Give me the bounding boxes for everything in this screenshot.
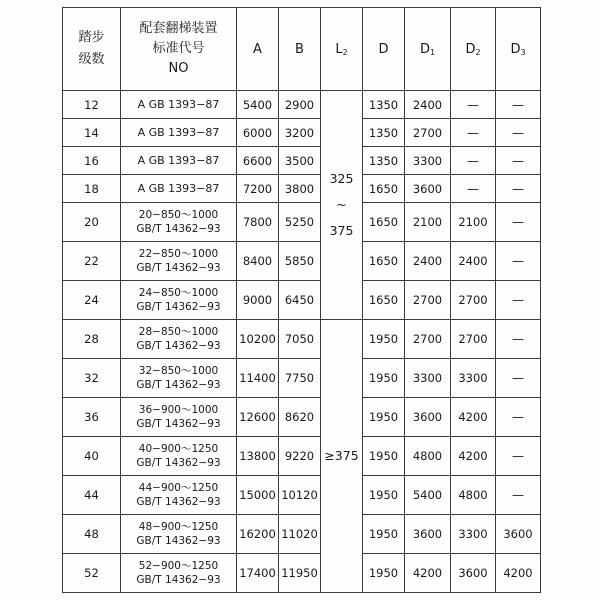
cell-d2: — [451, 175, 496, 203]
cell-steps: 12 [63, 91, 121, 119]
cell-a: 6000 [237, 119, 279, 147]
cell-d3: — [496, 398, 541, 437]
table-row [63, 147, 541, 175]
cell-d: 1650 [363, 175, 405, 203]
cell-l2-group [321, 320, 363, 593]
standard-line: 44−900～1250 [138, 482, 219, 494]
table-row [63, 554, 541, 593]
cell-d1: 2700 [405, 320, 451, 359]
standard-line: GB/T 14362−93 [136, 457, 221, 469]
cell-b: 7050 [279, 320, 321, 359]
cell-standard [121, 359, 237, 398]
cell-d1: 3600 [405, 515, 451, 554]
standard-line: 20−850～1000 [138, 209, 219, 221]
cell-d2: 2100 [451, 203, 496, 242]
cell-d2: 3600 [451, 554, 496, 593]
standard-line: GB/T 14362−93 [136, 496, 221, 508]
cell-d3: — [496, 147, 541, 175]
cell-b: 10120 [279, 476, 321, 515]
cell-b: 2900 [279, 91, 321, 119]
cell-b: 5250 [279, 203, 321, 242]
header-d1-base: D [419, 41, 430, 57]
cell-a: 11400 [237, 359, 279, 398]
cell-a: 8400 [237, 242, 279, 281]
cell-b: 3800 [279, 175, 321, 203]
standard-line: 28−850～1000 [138, 326, 219, 338]
cell-d: 1950 [363, 359, 405, 398]
cell-d1: 2400 [405, 91, 451, 119]
cell-a: 16200 [237, 515, 279, 554]
cell-d2: 4200 [451, 398, 496, 437]
cell-b: 5850 [279, 242, 321, 281]
cell-a: 13800 [237, 437, 279, 476]
standard-line: 32−850～1000 [138, 365, 219, 377]
cell-steps: 18 [63, 175, 121, 203]
cell-steps: 22 [63, 242, 121, 281]
cell-b: 11020 [279, 515, 321, 554]
standard-line: GB/T 14362−93 [136, 535, 221, 547]
cell-d3: 4200 [496, 554, 541, 593]
table-row [63, 281, 541, 320]
standard-line: GB/T 14362−93 [136, 223, 221, 235]
l2-line: 325 [329, 171, 354, 186]
header-l2 [321, 8, 363, 91]
standard-line: GB/T 14362−93 [136, 418, 221, 430]
cell-d: 1650 [363, 242, 405, 281]
header-b: B [279, 8, 321, 91]
cell-steps: 52 [63, 554, 121, 593]
header-d: D [363, 8, 405, 91]
cell-standard [121, 242, 237, 281]
cell-b: 7750 [279, 359, 321, 398]
cell-d1: 2700 [405, 119, 451, 147]
table-row [63, 359, 541, 398]
table-row [63, 398, 541, 437]
header-a: A [237, 8, 279, 91]
cell-d1: 3600 [405, 398, 451, 437]
header-row [63, 8, 541, 91]
standard-line: 40−900～1250 [138, 443, 219, 455]
standard-line: 36−900～1000 [138, 404, 219, 416]
table-row [63, 437, 541, 476]
cell-d2: 2700 [451, 320, 496, 359]
l2-line: ≥375 [324, 448, 359, 463]
cell-d1: 3300 [405, 359, 451, 398]
cell-d: 1950 [363, 320, 405, 359]
header-d2 [451, 8, 496, 91]
cell-d3: — [496, 359, 541, 398]
header-steps [63, 8, 121, 91]
cell-steps: 24 [63, 281, 121, 320]
standard-line: GB/T 14362−93 [136, 379, 221, 391]
cell-d2: — [451, 147, 496, 175]
table-row [63, 476, 541, 515]
cell-b: 11950 [279, 554, 321, 593]
cell-steps: 40 [63, 437, 121, 476]
cell-standard [121, 476, 237, 515]
cell-steps: 32 [63, 359, 121, 398]
cell-b: 6450 [279, 281, 321, 320]
cell-d3: — [496, 281, 541, 320]
standard-line: 48−900～1250 [138, 521, 219, 533]
cell-d2: 4200 [451, 437, 496, 476]
cell-d3: — [496, 91, 541, 119]
table-row [63, 119, 541, 147]
standard-line: GB/T 14362−93 [136, 340, 221, 352]
table-row [63, 91, 541, 119]
cell-standard: A GB 1393−87 [121, 175, 237, 203]
cell-l2-group [321, 91, 363, 320]
cell-d1: 2700 [405, 281, 451, 320]
cell-d: 1650 [363, 203, 405, 242]
standard-line: 24−850～1000 [138, 287, 219, 299]
table-row [63, 515, 541, 554]
cell-d1: 3600 [405, 175, 451, 203]
header-l2-base: L [335, 41, 343, 57]
cell-d: 1650 [363, 281, 405, 320]
cell-b: 3500 [279, 147, 321, 175]
cell-standard [121, 398, 237, 437]
cell-a: 5400 [237, 91, 279, 119]
header-steps-line: 级数 [78, 52, 105, 67]
cell-d2: 2400 [451, 242, 496, 281]
cell-d: 1950 [363, 476, 405, 515]
header-standard-line: NO [168, 61, 189, 76]
header-d3-base: D [510, 41, 521, 57]
standard-line: 52−900～1250 [138, 560, 219, 572]
cell-d3: — [496, 119, 541, 147]
cell-d2: 2700 [451, 281, 496, 320]
cell-a: 6600 [237, 147, 279, 175]
cell-d: 1350 [363, 119, 405, 147]
cell-standard [121, 515, 237, 554]
cell-steps: 28 [63, 320, 121, 359]
cell-a: 15000 [237, 476, 279, 515]
cell-d3: — [496, 476, 541, 515]
cell-d3: — [496, 437, 541, 476]
header-d2-base: D [465, 41, 476, 57]
cell-a: 17400 [237, 554, 279, 593]
cell-b: 8620 [279, 398, 321, 437]
standard-line: GB/T 14362−93 [136, 262, 221, 274]
cell-standard: A GB 1393−87 [121, 91, 237, 119]
cell-d1: 3300 [405, 147, 451, 175]
cell-a: 12600 [237, 398, 279, 437]
cell-d1: 2400 [405, 242, 451, 281]
header-d2-sub: 2 [475, 47, 481, 57]
header-d3-sub: 3 [520, 47, 526, 57]
cell-d: 1950 [363, 515, 405, 554]
header-d3 [496, 8, 541, 91]
table-row [63, 320, 541, 359]
cell-standard [121, 281, 237, 320]
header-l2-sub: 2 [342, 47, 348, 57]
cell-steps: 14 [63, 119, 121, 147]
cell-standard [121, 203, 237, 242]
header-d1-sub: 1 [429, 47, 436, 57]
header-standard [121, 8, 237, 91]
cell-a: 10200 [237, 320, 279, 359]
cell-standard [121, 554, 237, 593]
cell-standard: A GB 1393−87 [121, 119, 237, 147]
cell-standard [121, 437, 237, 476]
header-standard-line: 配套翻梯装置 [139, 21, 218, 36]
cell-d1: 4200 [405, 554, 451, 593]
cell-d2: 3300 [451, 515, 496, 554]
cell-d: 1950 [363, 437, 405, 476]
header-d1 [405, 8, 451, 91]
cell-d3: — [496, 175, 541, 203]
specification-table [62, 7, 541, 593]
cell-steps: 48 [63, 515, 121, 554]
cell-d: 1350 [363, 91, 405, 119]
cell-d1: 2100 [405, 203, 451, 242]
cell-standard: A GB 1393−87 [121, 147, 237, 175]
cell-d: 1950 [363, 554, 405, 593]
cell-d1: 4800 [405, 437, 451, 476]
cell-d3: — [496, 320, 541, 359]
cell-d: 1950 [363, 398, 405, 437]
cell-steps: 20 [63, 203, 121, 242]
table-row [63, 203, 541, 242]
cell-standard [121, 320, 237, 359]
l2-line: ~ [336, 197, 347, 212]
cell-b: 3200 [279, 119, 321, 147]
cell-d2: 3300 [451, 359, 496, 398]
table-row [63, 242, 541, 281]
header-steps-line: 踏步 [78, 30, 105, 45]
standard-line: GB/T 14362−93 [136, 301, 221, 313]
standard-line: 22−850～1000 [138, 248, 219, 260]
cell-d2: — [451, 91, 496, 119]
cell-d3: — [496, 203, 541, 242]
cell-d3: — [496, 242, 541, 281]
cell-b: 9220 [279, 437, 321, 476]
cell-steps: 16 [63, 147, 121, 175]
l2-line: 375 [329, 223, 354, 238]
cell-a: 9000 [237, 281, 279, 320]
cell-steps: 44 [63, 476, 121, 515]
cell-d2: — [451, 119, 496, 147]
cell-steps: 36 [63, 398, 121, 437]
cell-d1: 5400 [405, 476, 451, 515]
cell-d3: 3600 [496, 515, 541, 554]
cell-a: 7200 [237, 175, 279, 203]
header-standard-line: 标准代号 [152, 41, 205, 56]
standard-line: GB/T 14362−93 [136, 574, 221, 586]
cell-d2: 4800 [451, 476, 496, 515]
cell-d: 1350 [363, 147, 405, 175]
cell-a: 7800 [237, 203, 279, 242]
table-row [63, 175, 541, 203]
